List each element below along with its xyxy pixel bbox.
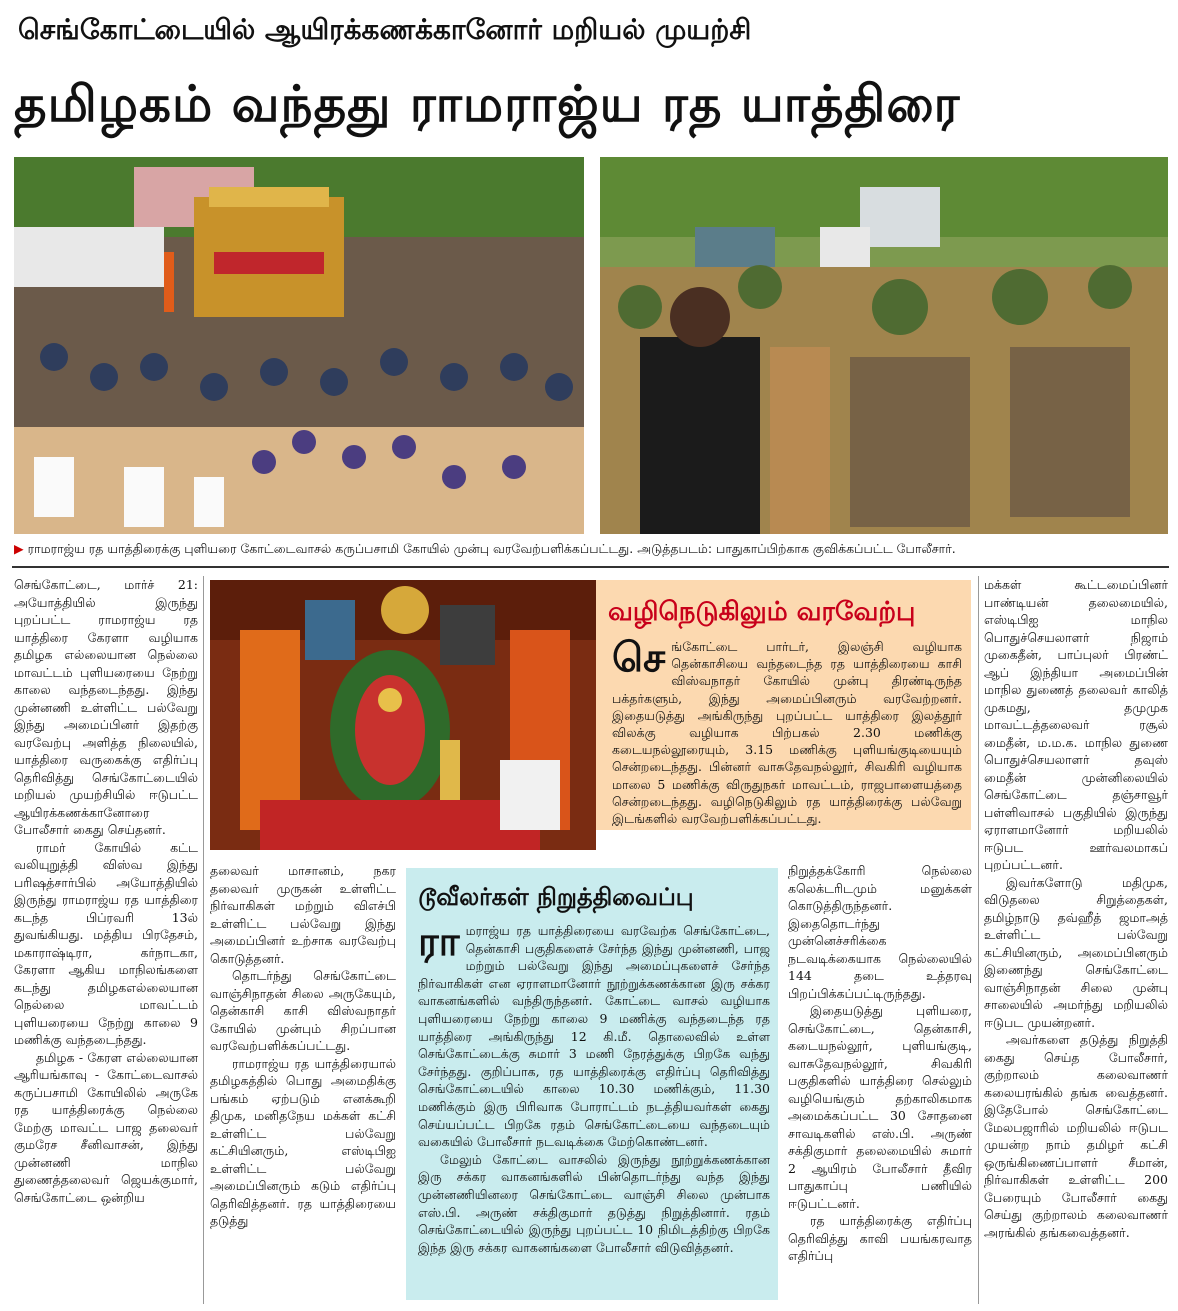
dropcap: ரா (418, 922, 460, 965)
photo-caption (14, 538, 1169, 560)
article-column-5 (984, 576, 1168, 1306)
article-column-2 (210, 862, 396, 1306)
column-5-paragraph-3: அவர்களை தடுத்து நிறுத்தி கைது செய்த போலீசார், குற்றாலம் கலைவாணர் கலையரங்கில் தங்க வைத்தனர். இதேபோல் செங்கோட்டை மேலபஜாரில் மறியலில் ஈடுபட முயன்ற நாம் தமிழர் கட்சி ஒருங்கிணைப்பாளர் சீமான், நிர்வாகிகள் உள்ளிட்ட 200 பேரையும் போலீசார் கைது செய்து குற்றாலம் கலைவாணர் அரங்கில் தங்கவைத்தனர். (984, 1032, 1168, 1240)
dropcap: செ (612, 638, 666, 681)
sidebar-box-welcome-text: ங்கோட்டை பார்டர், இலஞ்சி வழியாக தென்காசியை வந்தடைந்த ரத யாத்திரையை காசி விஸ்வநாதர் கோயில் முன்பு திரண்டிருந்த பக்தர்களும், இந்து அமைப்பினரும் வரவேற்றனர். இதையடுத்து அங்கிருந்து புறப்பட்ட யாத்திரை இலத்தூர் விலக்கு வழியாக பிற்பகல் 2.30 மணிக்கு கடையநல்லூரையும், 3.15 மணிக்கு புளியங்குடியையும் சென்றடைந்தது. பின்னர் வாசுதேவநல்லூர், சிவகிரி வழியாக மாலை 5 மணிக்கு விருதுநகர் மாவட்டம், ராஜபாளையத்தை சென்றடைந்தது. வழிநெடுகிலும் ரத யாத்திரைக்கு பல்வேறு இடங்களில் வரவேற்பளிக்கப்பட்டது. (612, 639, 962, 826)
column-2-paragraph-1: தலைவர் மாசானம், நகர தலைவர் முருகன் உள்ளிட்ட நிர்வாகிகள் மற்றும் விஎச்பி உள்ளிட்ட பல்வேறு இந்து அமைப்பினர் உற்சாக வரவேற்பு கொடுத்தனர். (210, 863, 396, 966)
sidebar-box-twowheelers-body (418, 922, 770, 1294)
column-2-paragraph-2: தொடர்ந்து செங்கோட்டை வாஞ்சிநாதன் சிலை அருகேயும், தென்காசி காசி விஸ்வநாதர் கோயில் முன்பும் சிறப்பான வரவேற்பளிக்கப்பட்டது. (210, 968, 396, 1053)
photo-temple-deity-image (210, 580, 596, 850)
photo-rath-crowd (14, 157, 584, 534)
column-2-paragraph-3: ராமராஜ்ய ரத யாத்திரையால் தமிழகத்தில் பொது அமைதிக்கு பங்கம் ஏற்படும் எனக்கூறி திமுக, மனிதநேய மக்கள் கட்சி உள்ளிட்ட பல்வேறு கட்சியினரும், எஸ்டிபிஐ உள்ளிட்ட பல்வேறு அமைப்பினரும் கடும் எதிர்ப்பு தெரிவித்தனர். ரத யாத்திரையை தடுத்து (210, 1055, 396, 1228)
kicker-headline: செங்கோட்டையில் ஆயிரக்கணக்கானோர் மறியல் முயற்சி (18, 8, 976, 52)
main-headline: தமிழகம் வந்தது ராமராஜ்ய ரத யாத்திரை (14, 75, 961, 133)
article-column-1 (14, 576, 198, 1306)
photo-police (600, 157, 1168, 534)
column-1-paragraph-3: தமிழக - கேரள எல்லையான ஆரியங்காவு - கோட்டைவாசல் கருப்பசாமி கோயிலில் அருகே ரத யாத்திரைக்கு நெல்லை மேற்கு மாவட்ட பாஜ தலைவர் குமரேச சீனிவாசன், இந்து முன்னணி மாநில துணைத்தலைவர் ஜெயக்குமார், செங்கோட்டை ஒன்றிய (14, 1049, 198, 1205)
column-4-paragraph-3: ரத யாத்திரைக்கு எதிர்ப்பு தெரிவித்து காவி பயங்கரவாத எதிர்ப்பு (788, 1213, 972, 1263)
photo-temple-deity (210, 580, 596, 850)
sidebar-box-twowheelers-paragraph-2: மேலும் கோட்டை வாசலில் இருந்து நூற்றுக்கணக்கான இரு சக்கர வாகனங்களில் பின்தொடர்ந்து வந்த இந்து முன்னணியினரை செங்கோட்டை வாஞ்சி சிலை முன்பாக எஸ்.பி. அருண் சக்திகுமார் தடுத்து நிறுத்தினார். ரதம் செங்கோட்டையில் இருந்து புறப்பட்ட 10 நிமிடத்திற்கு பிறகே இந்த இரு சக்கர வாகனங்களை போலீசார் விடுவித்தனர். (418, 1151, 770, 1255)
column-5-paragraph-2: இவர்களோடு மதிமுக, விடுதலை சிறுத்தைகள், தமிழ்நாடு தவ்ஹீத் ஜமாஅத் உள்ளிட்ட பல்வேறு கட்சியினரும், அமைப்பினரும் இணைந்து செங்கோட்டை வாஞ்சிநாதன் சிலை முன்பு சாலையில் அமர்ந்து மறியலில் ஈடுபட முயன்றனர். (984, 874, 1168, 1030)
sidebar-box-welcome-body (612, 638, 962, 826)
sidebar-box-welcome-title: வழிநெடுகிலும் வரவேற்பு (608, 597, 916, 627)
column-1-paragraph-1: செங்கோட்டை, மார்ச் 21: அயோத்தியில் இருந்து புறப்பட்ட ராமராஜ்ய ரத யாத்திரை கேரளா வழியாக தமிழக எல்லையான நெல்லை மாவட்டம் புளியரையை நேற்று காலை வந்தடைந்தது. இந்து முன்னணி உள்ளிட்ட பல்வேறு இந்து அமைப்பினர் இதற்கு வரவேற்பு அளித்த நிலையில், யாத்திரை வருகைக்கு எதிர்ப்பு தெரிவித்து செங்கோட்டையில் மறியல் முயற்சியில் ஈடுபட்ட ஆயிரக்கணக்கானோரை போலீசார் கைது செய்தனர். (14, 577, 198, 837)
sidebar-box-twowheelers-title: டூவீலர்கள் நிறுத்திவைப்பு (418, 883, 694, 911)
column-divider (978, 576, 979, 1304)
column-1-paragraph-2: ராமர் கோயில் கட்ட வலியுறுத்தி விஸ்வ இந்து பரிஷத்சார்பில் அயோத்தியில் இருந்து ராமராஜ்ய ரத யாத்திரை கடந்த பிப்ரவரி 13ல் துவங்கியது. மத்திய பிரதேசம், மகாராஷ்டிரா, கர்நாடகா, கேரளா ஆகிய மாநிலங்களை கடந்து தமிழகஎல்லையான நெல்லை மாவட்டம் புளியரையை நேற்று காலை 9 மணிக்கு வந்தடைந்தது. (14, 839, 198, 1047)
column-5-paragraph-1: மக்கள் கூட்டமைப்பினர் பாண்டியன் தலைமையில், எஸ்டிபிஐ மாநில பொதுச்செயலாளர் நிஜாம் முகைதீன், பாப்புலர் பிரண்ட் ஆப் இந்தியா அமைப்பின் மாநில துணைத் தலைவர் காலித் முகமது, தமுமுக மாவட்டத்தலைவர் ரசூல் மைதீன், ம.ம.க. மாநில துணை பொதுச்செயலாளர் தவுஸ் மைதீன் முன்னிலையில் செங்கோட்டை தஞ்சாவூர் பள்ளிவாசல் பகுதியில் இருந்து ஏராளமானோர் மறியலில் ஈடுபட ஊர்வலமாகப் புறப்பட்டனர். (984, 577, 1168, 872)
sidebar-box-twowheelers-text-1: மராஜ்ய ரத யாத்திரையை வரவேற்க செங்கோட்டை, தென்காசி பகுதிகளைச் சேர்ந்த இந்து முன்னணி, பாஜ மற்றும் பல்வேறு இந்து அமைப்புகளைச் சேர்ந்த நிர்வாகிகள் என ஏராளமானோர் நூற்றுக்கணக்கான இரு சக்கர வாகனங்களில் வந்திருந்தனர். கோட்டை வாசல் வழியாக புளியரையை நேற்று காலை 9 மணிக்கு வந்தடைந்த ரத யாத்திரை அங்கிருந்து 12 கி.மீ. தொலைவில் உள்ள செங்கோட்டைக்கு சுமார் 3 மணி நேரத்துக்கு பிறகே வந்து சேர்ந்தது. குறிப்பாக, ரத யாத்திரைக்கு எதிர்ப்பு தெரிவித்து செங்கோட்டையில் காலை 10.30 மணிக்கும், 11.30 மணிக்கும் இரு பிரிவாக போராட்டம் நடத்தியவர்கள் கைது செய்யப்பட்ட பிறகே ரதம் செங்கோட்டையை வந்தடையும் வகையில் போலீசார் நடவடிக்கை மேற்கொண்டனர். (418, 923, 770, 1150)
column-4-paragraph-1: நிறுத்தக்கோரி நெல்லை கலெக்டரிடமும் மனுக்கள் கொடுத்திருந்தனர். இதைதொடர்ந்து முன்னெச்சரிக்கை நடவடிக்கையாக நெல்லையில் 144 தடை உத்தரவு பிறப்பிக்கப்பட்டிருந்தது. (788, 863, 972, 1001)
article-column-4 (788, 862, 972, 1306)
caption-text: ராமராஜ்ய ரத யாத்திரைக்கு புளியரை கோட்டைவாசல் கருப்பசாமி கோயில் முன்பு வரவேற்பளிக்கப்பட்டது. அடுத்தபடம்: பாதுகாப்பிற்காக குவிக்கப்பட்ட போலீசார். (27, 541, 956, 556)
photo-rath-crowd-image (14, 157, 584, 534)
photo-police-image (600, 157, 1168, 534)
column-divider (203, 576, 204, 1304)
sidebar-box-twowheelers-paragraph-1 (418, 922, 770, 1151)
divider-rule (12, 566, 1169, 568)
caption-arrow-icon: ▶ (14, 541, 24, 556)
column-4-paragraph-2: இதையடுத்து புளியரை, செங்கோட்டை, தென்காசி, கடையநல்லூர், புளியங்குடி, வாசுதேவநல்லூர், சிவகிரி பகுதிகளில் யாத்திரை செல்லும் வழியெங்கும் தற்காலிகமாக அமைக்கப்பட்ட 30 சோதனை சாவடிகளில் எஸ்.பி. அருண் சக்திகுமார் தலைமையில் சுமார் 2 ஆயிரம் போலீசார் தீவிர பாதுகாப்பு பணியில் ஈடுபட்டனர். (788, 1003, 972, 1211)
